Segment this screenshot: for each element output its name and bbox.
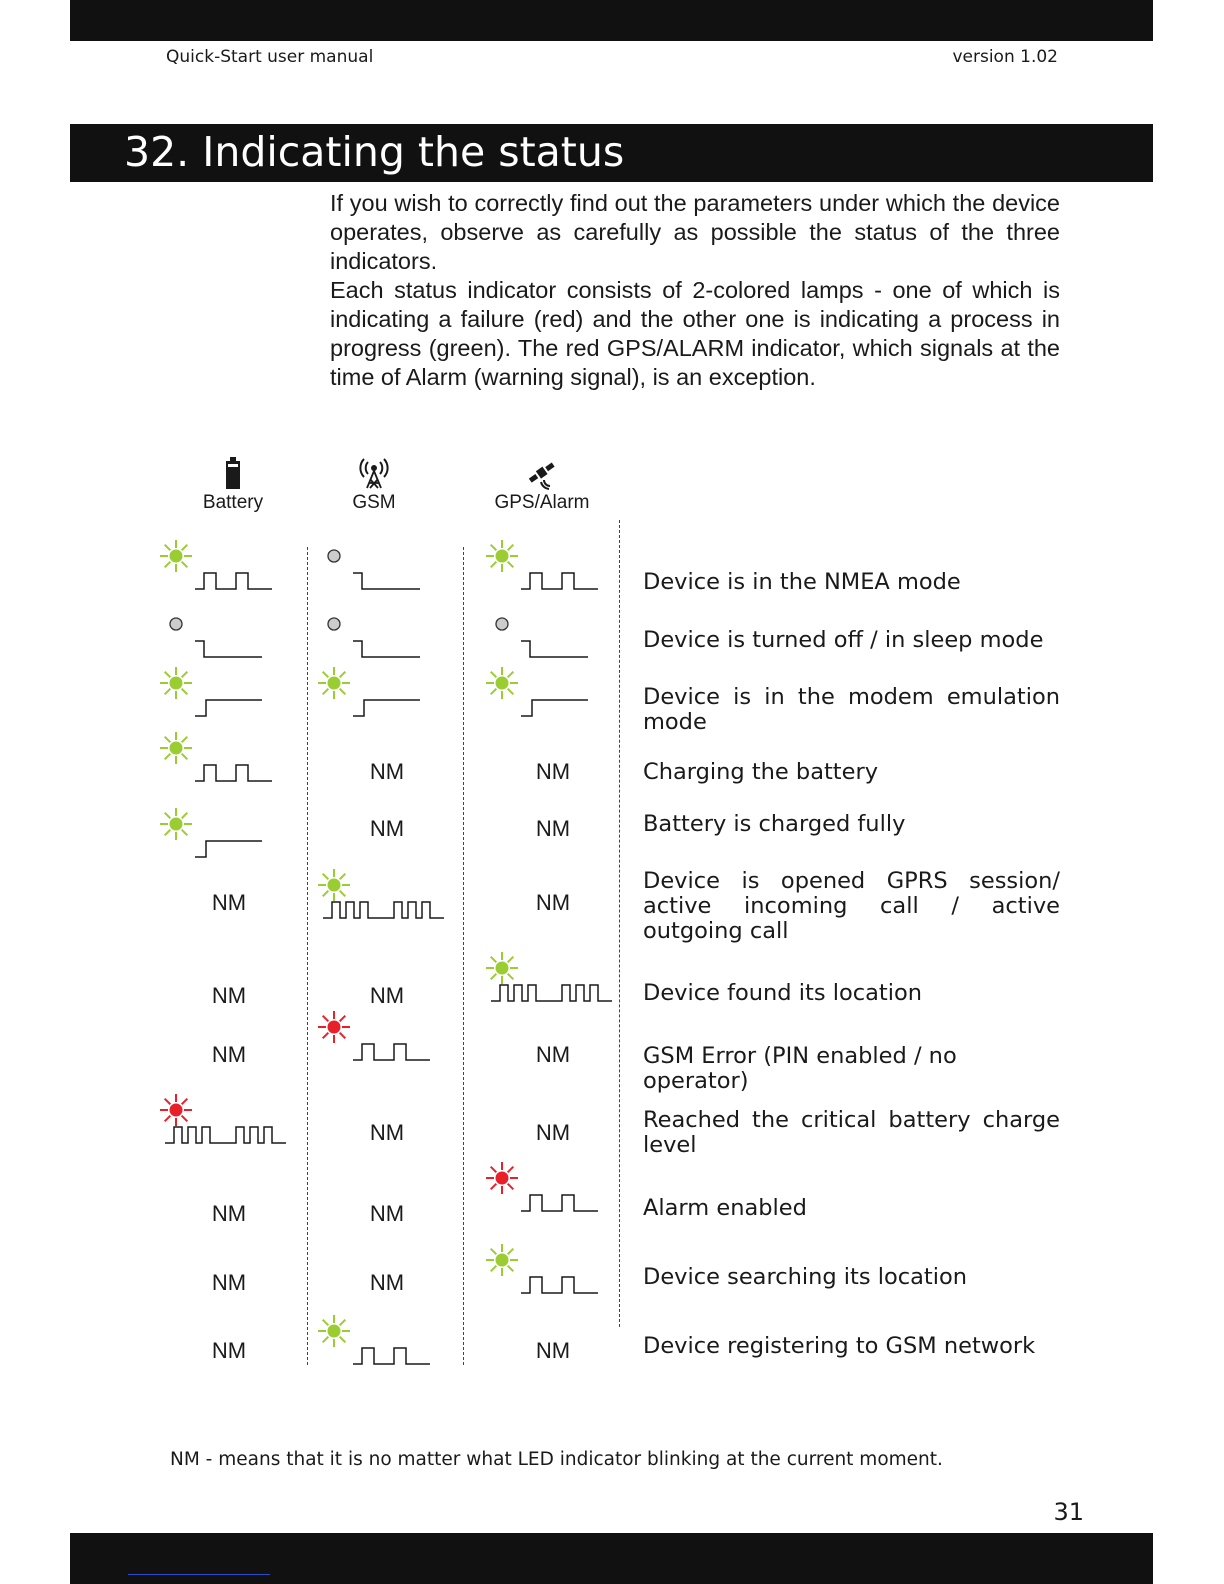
nm-label: NM (535, 759, 571, 784)
waveform-on-icon (194, 836, 264, 862)
led-green-icon (158, 665, 194, 701)
status-description: Battery is charged fully (643, 811, 906, 837)
waveform-triple-icon (490, 980, 616, 1006)
bottom-black-bar (70, 1533, 1153, 1584)
satellite-icon (525, 456, 559, 490)
status-description: Reached the critical battery charge level (643, 1107, 1060, 1158)
led-green-icon (158, 730, 194, 766)
nm-label: NM (369, 816, 405, 841)
waveform-off-icon (352, 636, 422, 662)
column-divider-1 (307, 547, 308, 1365)
gsm-antenna-icon (357, 456, 391, 490)
footnote: NM - means that it is no matter what LED indicator blinking at the current moment. (170, 1449, 943, 1470)
led-green-icon (316, 1313, 352, 1349)
page-number: 31 (1053, 1498, 1084, 1526)
column-label-battery: Battery (202, 492, 264, 513)
status-description: GSM Error (PIN enabled / no operator) (643, 1043, 957, 1094)
led-green-icon (158, 538, 194, 574)
nm-label: NM (535, 816, 571, 841)
column-header-battery (153, 456, 313, 514)
column-divider-3 (619, 520, 620, 1327)
waveform-blink-icon (352, 1039, 434, 1065)
nm-label: NM (211, 1270, 247, 1295)
status-description: Charging the battery (643, 759, 879, 785)
nm-label: NM (369, 1270, 405, 1295)
waveform-off-icon (194, 636, 264, 662)
led-green-icon (316, 665, 352, 701)
led-green-icon (484, 665, 520, 701)
waveform-blink-icon (194, 760, 276, 786)
led-off-icon (316, 606, 352, 642)
waveform-blink-icon (520, 568, 602, 594)
status-description: Device found its location (643, 980, 922, 1006)
led-off-icon (484, 606, 520, 642)
led-off-icon (316, 538, 352, 574)
nm-label: NM (369, 1201, 405, 1226)
column-header-gsm (294, 456, 454, 514)
waveform-on-icon (194, 695, 264, 721)
waveform-blink-icon (520, 1272, 602, 1298)
status-description: Device registering to GSM network (643, 1333, 1036, 1359)
section-title: 32. Indicating the status (124, 128, 625, 176)
nm-label: NM (211, 1201, 247, 1226)
nm-label: NM (211, 1338, 247, 1363)
header-manual-title: Quick-Start user manual (166, 47, 374, 67)
led-red-icon (316, 1009, 352, 1045)
intro-paragraph-2: Each status indicator consists of 2-colored lamps - one of which is indicating a failure (red) and the other one is indicating a process in progress (green). The red GPS/ALARM indicator, which signals at the time of Alarm (warning signal), is an exception. (330, 277, 1060, 390)
column-divider-2 (463, 547, 464, 1365)
header-version: version 1.02 (952, 47, 1058, 67)
status-description: Device is turned off / in sleep mode (643, 627, 1044, 653)
status-description: Device is opened GPRS session/ active incoming call / active outgoing call (643, 868, 1060, 944)
waveform-off-icon (520, 636, 590, 662)
nm-label: NM (369, 983, 405, 1008)
waveform-blink-icon (352, 1343, 434, 1369)
waveform-blink-icon (194, 568, 276, 594)
status-description: Device is in the modem emulation mode (643, 684, 1060, 735)
column-header-gps (462, 456, 622, 514)
intro-text (330, 189, 1060, 392)
nm-label: NM (211, 890, 247, 915)
column-label-gps: GPS/Alarm (494, 492, 590, 513)
led-red-icon (484, 1160, 520, 1196)
nm-label: NM (535, 890, 571, 915)
waveform-on-icon (520, 695, 590, 721)
nm-label: NM (211, 1042, 247, 1067)
nm-label: NM (535, 1120, 571, 1145)
nm-label: NM (535, 1042, 571, 1067)
waveform-on-icon (352, 695, 422, 721)
led-off-icon (158, 606, 194, 642)
top-black-bar (70, 0, 1153, 41)
bottom-link-underline (128, 1574, 270, 1575)
nm-label: NM (211, 983, 247, 1008)
status-description: Alarm enabled (643, 1195, 807, 1221)
led-green-icon (484, 1242, 520, 1278)
battery-icon (224, 456, 242, 490)
waveform-triple-icon (164, 1122, 290, 1148)
nm-label: NM (369, 759, 405, 784)
led-green-icon (484, 538, 520, 574)
waveform-off-icon (352, 568, 422, 594)
led-green-icon (158, 806, 194, 842)
waveform-blink-icon (520, 1190, 602, 1216)
status-description: Device searching its location (643, 1264, 968, 1290)
nm-label: NM (535, 1338, 571, 1363)
intro-paragraph-1: If you wish to correctly find out the parameters under which the device operates, observe as carefully as possible the status of the three indicators. (330, 190, 1060, 274)
status-description: Device is in the NMEA mode (643, 569, 961, 595)
column-label-gsm: GSM (352, 492, 396, 513)
nm-label: NM (369, 1120, 405, 1145)
waveform-triple-icon (322, 897, 448, 923)
